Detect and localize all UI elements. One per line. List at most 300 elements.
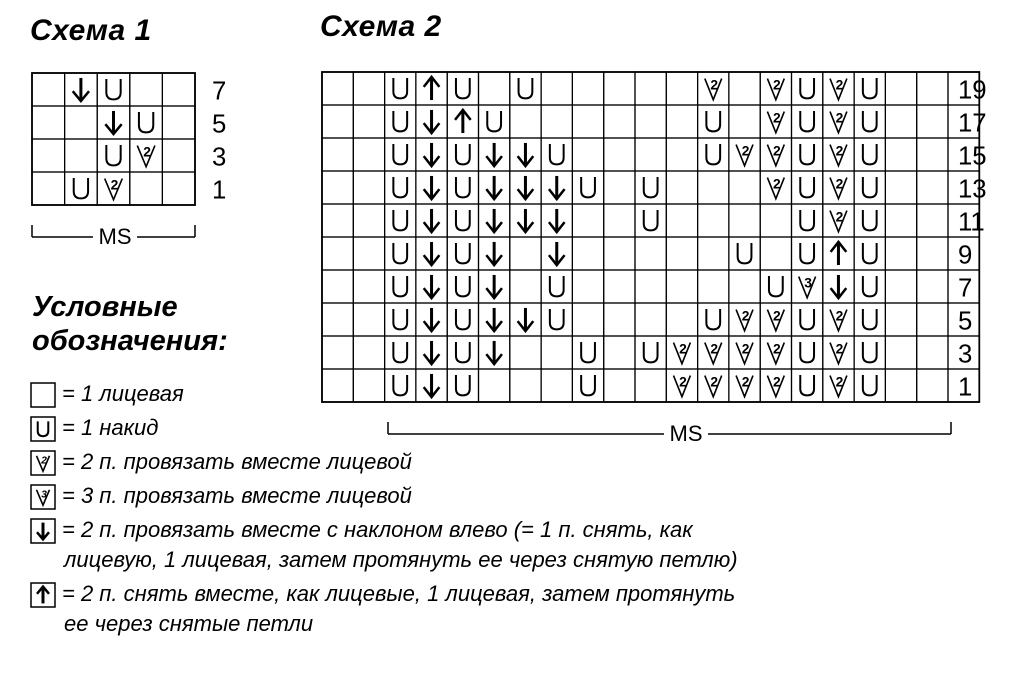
scheme2-cell xyxy=(760,303,791,336)
scheme1-row-number: 3 xyxy=(212,143,227,172)
k2tog-symbol xyxy=(137,143,155,166)
scheme2-cell xyxy=(479,303,510,336)
scheme2-cell xyxy=(385,204,416,237)
k2tog-symbol xyxy=(673,340,690,363)
scheme2-cell xyxy=(729,303,760,336)
scheme2-cell xyxy=(541,369,572,402)
scheme1-cell xyxy=(65,106,98,139)
left-slant-dec-arrow xyxy=(424,209,440,232)
scheme2-cell xyxy=(760,72,791,105)
scheme2-cell xyxy=(823,72,854,105)
yarn-over-symbol xyxy=(800,177,814,197)
svg-text:2: 2 xyxy=(835,76,844,93)
left-slant-dec-arrow xyxy=(549,209,565,232)
scheme2-cell xyxy=(322,303,353,336)
left-slant-dec-arrow xyxy=(518,308,534,331)
scheme1-cell xyxy=(130,106,163,139)
scheme2-cell xyxy=(541,237,572,270)
yarn-over-symbol xyxy=(74,178,88,198)
double-slip-dec-arrow xyxy=(30,582,56,608)
svg-text:2: 2 xyxy=(835,175,844,192)
yarn-over-symbol xyxy=(800,78,814,98)
yarn-over-symbol xyxy=(800,309,814,329)
scheme2-cell xyxy=(604,303,635,336)
scheme2-cell xyxy=(760,105,791,138)
legend-item-text: = 1 накид xyxy=(62,415,159,440)
scheme2-cell xyxy=(885,336,916,369)
yarn-over-symbol xyxy=(106,145,120,165)
svg-text:2: 2 xyxy=(772,373,781,390)
scheme2-row-number: 19 xyxy=(958,76,987,105)
scheme2-cell xyxy=(885,204,916,237)
scheme2-cell xyxy=(479,270,510,303)
scheme2-cell xyxy=(854,138,885,171)
legend-item-text: = 3 п. провязать вместе лицевой xyxy=(62,483,412,508)
scheme2-cell xyxy=(604,270,635,303)
scheme2-cell xyxy=(635,138,666,171)
k2tog-symbol xyxy=(767,373,784,396)
scheme2-cell xyxy=(416,105,447,138)
scheme2-cell xyxy=(729,204,760,237)
k2tog-symbol xyxy=(673,373,690,396)
k2tog-symbol xyxy=(830,307,847,330)
k2tog-symbol xyxy=(767,142,784,165)
svg-text:2: 2 xyxy=(110,176,119,193)
left-slant-dec-arrow xyxy=(486,308,502,331)
yarn-over-symbol xyxy=(581,375,595,395)
legend-item-continuation: лицевую, 1 лицевая, затем протянуть ее через снятую петлю) xyxy=(64,547,738,572)
scheme2-cell xyxy=(322,237,353,270)
scheme1-cell xyxy=(32,139,65,172)
left-slant-dec-arrow xyxy=(486,143,502,166)
yarn-over-symbol xyxy=(800,243,814,263)
scheme2-cell xyxy=(917,270,948,303)
left-slant-dec-arrow xyxy=(424,143,440,166)
yarn-over-symbol xyxy=(863,309,877,329)
svg-text:2: 2 xyxy=(772,340,781,357)
scheme1-cell xyxy=(162,106,195,139)
legend-item xyxy=(30,482,412,510)
scheme2-cell xyxy=(823,303,854,336)
scheme2-cell xyxy=(353,171,384,204)
svg-text:2: 2 xyxy=(41,455,47,467)
svg-text:2: 2 xyxy=(772,109,781,126)
yarn-over-symbol xyxy=(393,243,407,263)
double-slip-dec-arrow xyxy=(831,242,847,265)
scheme1-title: Схема 1 xyxy=(30,14,152,47)
legend-item-text: = 2 п. провязать вместе с наклоном влево (= 1 п. снять, как xyxy=(62,517,693,542)
scheme2-cell xyxy=(635,369,666,402)
scheme2-cell xyxy=(635,171,666,204)
scheme2-cell xyxy=(666,270,697,303)
scheme2-cell xyxy=(792,336,823,369)
left-slant-dec-arrow xyxy=(518,209,534,232)
legend-item xyxy=(30,580,735,608)
yarn-over-symbol xyxy=(863,375,877,395)
scheme1-row-number: 1 xyxy=(212,176,227,205)
scheme1-row-number: 7 xyxy=(212,77,227,106)
scheme2-cell xyxy=(885,138,916,171)
scheme2-cell xyxy=(792,72,823,105)
scheme2-cell xyxy=(416,171,447,204)
left-slant-dec-arrow xyxy=(105,111,121,134)
scheme2-cell xyxy=(416,72,447,105)
yarn-over-symbol xyxy=(644,342,658,362)
scheme2-cell xyxy=(510,105,541,138)
svg-text:2: 2 xyxy=(772,142,781,159)
yarn-over-symbol xyxy=(393,144,407,164)
yarn-over-symbol xyxy=(456,210,470,230)
yarn-over-symbol xyxy=(769,276,783,296)
scheme2-cell xyxy=(698,105,729,138)
svg-text:2: 2 xyxy=(741,142,750,159)
scheme2-cell xyxy=(385,237,416,270)
yarn-over-symbol xyxy=(863,342,877,362)
scheme2-cell xyxy=(666,138,697,171)
scheme2-cell xyxy=(885,303,916,336)
scheme2-cell xyxy=(792,204,823,237)
scheme2-cell xyxy=(541,303,572,336)
scheme2-cell xyxy=(353,270,384,303)
scheme2-cell xyxy=(322,72,353,105)
left-slant-dec-arrow xyxy=(831,275,847,298)
scheme2-ms-bracket xyxy=(388,421,951,446)
scheme2-cell xyxy=(541,204,572,237)
yarn-over-symbol xyxy=(30,416,56,442)
double-slip-dec-arrow xyxy=(455,110,471,133)
k2tog-symbol xyxy=(767,109,784,132)
yarn-over-symbol xyxy=(487,111,501,131)
scheme2-cell xyxy=(635,303,666,336)
scheme2-cell xyxy=(666,237,697,270)
scheme1-ms-label: MS xyxy=(98,224,132,249)
scheme2-cell xyxy=(854,336,885,369)
scheme2-cell xyxy=(666,72,697,105)
svg-text:3: 3 xyxy=(41,489,47,501)
yarn-over-symbol xyxy=(706,111,720,131)
scheme2-cell xyxy=(698,72,729,105)
svg-text:2: 2 xyxy=(835,208,844,225)
yarn-over-symbol xyxy=(800,144,814,164)
k2tog-symbol xyxy=(736,373,753,396)
svg-text:2: 2 xyxy=(741,373,750,390)
yarn-over-symbol xyxy=(393,309,407,329)
yarn-over-symbol xyxy=(644,210,658,230)
scheme2-cell xyxy=(353,369,384,402)
svg-text:2: 2 xyxy=(679,373,687,390)
legend-item-text: = 2 п. провязать вместе лицевой xyxy=(62,449,412,474)
left-slant-dec-arrow xyxy=(73,78,89,101)
scheme2-cell xyxy=(385,171,416,204)
left-slant-dec-arrow xyxy=(424,341,440,364)
scheme2-cell xyxy=(854,171,885,204)
scheme2-cell xyxy=(447,303,478,336)
scheme2-cell xyxy=(635,204,666,237)
k2tog-symbol xyxy=(767,340,784,363)
scheme2-cell xyxy=(760,270,791,303)
scheme2-cell xyxy=(604,138,635,171)
k2tog-symbol xyxy=(830,142,847,165)
scheme2-cell xyxy=(353,303,384,336)
scheme2-cell xyxy=(510,204,541,237)
scheme2-row-number: 3 xyxy=(958,340,973,369)
scheme2-cell xyxy=(604,369,635,402)
scheme2-cell xyxy=(385,336,416,369)
scheme2-cell xyxy=(385,105,416,138)
scheme1-cell xyxy=(65,172,98,205)
k2tog-symbol xyxy=(767,76,784,99)
yarn-over-symbol xyxy=(456,144,470,164)
k2tog-symbol xyxy=(736,142,753,165)
left-slant-dec-arrow xyxy=(424,242,440,265)
legend-heading-line1: Условные xyxy=(32,291,178,323)
scheme2-cell xyxy=(416,270,447,303)
scheme2-cell xyxy=(479,72,510,105)
scheme2-row-number: 5 xyxy=(958,307,973,336)
scheme2-cell xyxy=(447,171,478,204)
scheme2-cell xyxy=(416,138,447,171)
scheme2-cell xyxy=(572,171,603,204)
left-slant-dec-arrow xyxy=(518,176,534,199)
scheme1-cell xyxy=(32,106,65,139)
yarn-over-symbol xyxy=(863,276,877,296)
svg-text:2: 2 xyxy=(741,340,750,357)
legend-heading xyxy=(32,290,228,358)
scheme2-cell xyxy=(385,138,416,171)
scheme2-cell xyxy=(698,270,729,303)
scheme2-cell xyxy=(635,72,666,105)
yarn-over-symbol xyxy=(863,111,877,131)
scheme2-cell xyxy=(479,171,510,204)
scheme2-cell xyxy=(854,105,885,138)
yarn-over-symbol xyxy=(800,375,814,395)
scheme2-cell xyxy=(854,369,885,402)
scheme2-cell xyxy=(729,105,760,138)
scheme2-cell xyxy=(416,336,447,369)
yarn-over-symbol xyxy=(393,210,407,230)
svg-text:2: 2 xyxy=(772,175,781,192)
scheme2-cell xyxy=(604,204,635,237)
scheme2-cell xyxy=(854,270,885,303)
scheme2-cell xyxy=(479,105,510,138)
yarn-over-symbol xyxy=(456,243,470,263)
scheme1-cell xyxy=(162,73,195,106)
yarn-over-symbol xyxy=(456,342,470,362)
scheme2-cell xyxy=(823,105,854,138)
scheme2-cell xyxy=(823,204,854,237)
scheme2-cell xyxy=(385,303,416,336)
scheme2-cell xyxy=(698,237,729,270)
scheme2-cell xyxy=(729,72,760,105)
scheme2-cell xyxy=(572,138,603,171)
scheme2-cell xyxy=(792,369,823,402)
svg-text:2: 2 xyxy=(835,307,844,324)
scheme2-cell xyxy=(885,270,916,303)
legend-item xyxy=(30,516,693,544)
scheme2-cell xyxy=(917,171,948,204)
scheme2-cell xyxy=(698,138,729,171)
scheme2-cell xyxy=(760,237,791,270)
scheme2-cell xyxy=(760,171,791,204)
yarn-over-symbol xyxy=(550,144,564,164)
svg-text:2: 2 xyxy=(679,340,687,357)
scheme2-cell xyxy=(479,237,510,270)
k2tog-symbol xyxy=(736,340,753,363)
scheme2-cell xyxy=(447,336,478,369)
yarn-over-symbol xyxy=(393,111,407,131)
k2tog-symbol xyxy=(105,176,123,199)
scheme2-cell xyxy=(572,105,603,138)
yarn-over-symbol xyxy=(863,177,877,197)
scheme2-row-number: 17 xyxy=(958,109,987,138)
scheme2-cell xyxy=(541,171,572,204)
scheme2-cell xyxy=(541,105,572,138)
yarn-over-symbol xyxy=(519,78,533,98)
yarn-over-symbol xyxy=(863,144,877,164)
yarn-over-symbol xyxy=(393,276,407,296)
k3tog-symbol xyxy=(30,484,56,510)
svg-text:2: 2 xyxy=(772,76,781,93)
svg-text:2: 2 xyxy=(835,109,844,126)
scheme2-cell xyxy=(479,138,510,171)
scheme2-cell xyxy=(572,270,603,303)
scheme2-row-number: 7 xyxy=(958,274,973,303)
scheme2-cell xyxy=(572,369,603,402)
left-slant-dec-arrow xyxy=(486,242,502,265)
scheme2-cell xyxy=(447,270,478,303)
scheme2-cell xyxy=(823,171,854,204)
scheme2-cell xyxy=(510,303,541,336)
scheme2-cell xyxy=(635,237,666,270)
scheme2-ms-label: MS xyxy=(669,421,703,446)
legend-heading-line2: обозначения: xyxy=(32,325,228,357)
scheme2-cell xyxy=(479,369,510,402)
scheme2-cell xyxy=(917,237,948,270)
legend-item-text: = 1 лицевая xyxy=(62,381,184,406)
yarn-over-symbol xyxy=(106,79,120,99)
scheme2-cell xyxy=(510,336,541,369)
scheme2-cell xyxy=(541,270,572,303)
yarn-over-symbol xyxy=(456,309,470,329)
scheme2-cell xyxy=(322,270,353,303)
scheme2-cell xyxy=(572,204,603,237)
scheme2-cell xyxy=(479,204,510,237)
scheme2-cell xyxy=(760,138,791,171)
scheme2-cell xyxy=(854,72,885,105)
scheme2-cell xyxy=(792,270,823,303)
scheme2-grid xyxy=(322,72,979,402)
scheme2-cell xyxy=(322,336,353,369)
scheme2-cell xyxy=(541,72,572,105)
k2tog-symbol xyxy=(830,76,847,99)
scheme1-cell xyxy=(97,172,130,205)
k2tog-symbol xyxy=(830,340,847,363)
scheme1-cell xyxy=(130,73,163,106)
legend-item-continuation: ее через снятые петли xyxy=(64,611,314,636)
scheme1-cell xyxy=(97,139,130,172)
scheme2-cell xyxy=(322,204,353,237)
yarn-over-symbol xyxy=(863,243,877,263)
svg-text:2: 2 xyxy=(710,340,719,357)
scheme2-cell xyxy=(385,369,416,402)
yarn-over-symbol xyxy=(139,112,153,132)
yarn-over-symbol xyxy=(550,309,564,329)
yarn-over-symbol xyxy=(738,243,752,263)
scheme2-cell xyxy=(510,138,541,171)
scheme2-cell xyxy=(510,171,541,204)
scheme2-cell xyxy=(792,105,823,138)
scheme1-cell xyxy=(32,73,65,106)
scheme2-cell xyxy=(416,237,447,270)
k2tog-symbol xyxy=(30,450,56,476)
yarn-over-symbol xyxy=(456,375,470,395)
scheme2-cell xyxy=(572,336,603,369)
scheme2-cell xyxy=(541,138,572,171)
scheme2-cell xyxy=(729,237,760,270)
svg-text:3: 3 xyxy=(804,274,813,291)
k2tog-symbol xyxy=(830,208,847,231)
scheme2-cell xyxy=(353,336,384,369)
yarn-over-symbol xyxy=(863,78,877,98)
k3tog-symbol xyxy=(799,274,816,297)
scheme2-cell xyxy=(854,303,885,336)
scheme2-cell xyxy=(729,369,760,402)
scheme2-cell xyxy=(510,270,541,303)
scheme2-cell xyxy=(823,138,854,171)
scheme2-cell xyxy=(666,171,697,204)
scheme2-cell xyxy=(885,105,916,138)
left-slant-dec-arrow xyxy=(424,176,440,199)
yarn-over-symbol xyxy=(800,342,814,362)
left-slant-dec-arrow xyxy=(549,242,565,265)
svg-text:2: 2 xyxy=(772,307,781,324)
scheme2-cell xyxy=(823,369,854,402)
k2tog-symbol xyxy=(767,307,784,330)
scheme1-cell xyxy=(65,139,98,172)
svg-text:2: 2 xyxy=(835,142,844,159)
scheme2-cell xyxy=(322,171,353,204)
scheme2-cell xyxy=(917,303,948,336)
scheme2-cell xyxy=(666,369,697,402)
scheme2-cell xyxy=(353,105,384,138)
scheme2-cell xyxy=(666,105,697,138)
scheme2-cell xyxy=(385,270,416,303)
yarn-over-symbol xyxy=(706,309,720,329)
scheme2-cell xyxy=(447,237,478,270)
left-slant-dec-arrow xyxy=(424,308,440,331)
scheme2-cell xyxy=(760,204,791,237)
scheme2-cell xyxy=(729,336,760,369)
left-slant-dec-arrow xyxy=(549,176,565,199)
svg-text:2: 2 xyxy=(143,143,151,160)
scheme2-cell xyxy=(885,171,916,204)
scheme2-cell xyxy=(698,369,729,402)
scheme2-cell xyxy=(885,237,916,270)
scheme2-cell xyxy=(572,72,603,105)
scheme1-cell xyxy=(162,172,195,205)
scheme1-cell xyxy=(97,106,130,139)
legend-item xyxy=(30,414,158,442)
scheme2-cell xyxy=(322,138,353,171)
scheme2-cell xyxy=(792,171,823,204)
svg-text:2: 2 xyxy=(710,373,719,390)
yarn-over-symbol xyxy=(393,78,407,98)
legend-item xyxy=(30,448,412,476)
scheme2-cell xyxy=(760,369,791,402)
scheme2-title: Схема 2 xyxy=(320,10,442,43)
scheme2-cell xyxy=(854,204,885,237)
scheme2-cell xyxy=(635,105,666,138)
